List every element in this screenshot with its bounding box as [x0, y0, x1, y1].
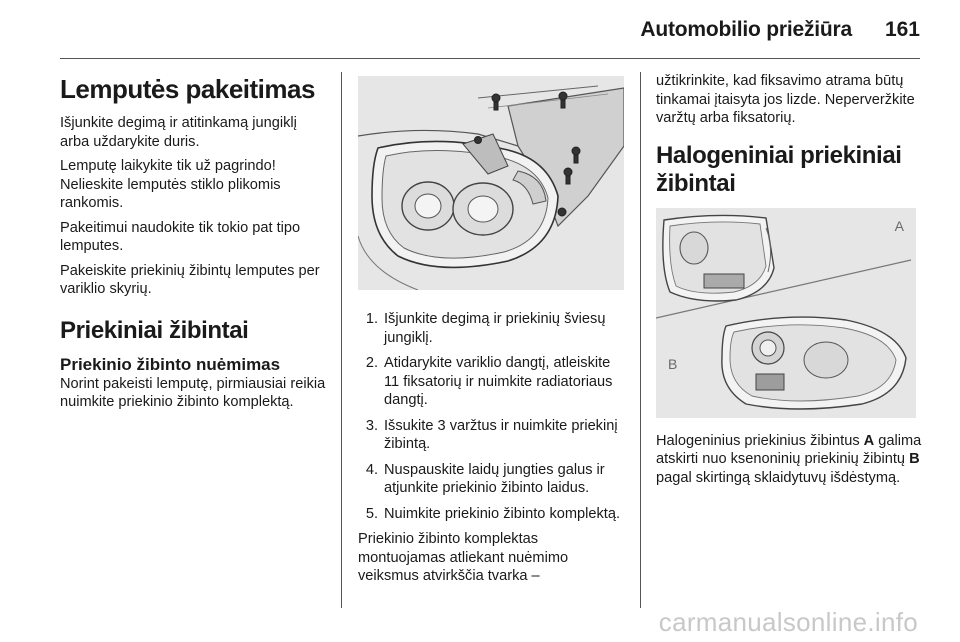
step-text: Išjunkite degimą ir priekinių šviesų jungiklį. — [384, 311, 606, 346]
figure-label-a: A — [894, 217, 904, 234]
step-number: 4. — [365, 461, 378, 478]
step-number: 1. — [365, 311, 378, 327]
middle-column — [358, 72, 626, 592]
figure-label-b: B — [668, 355, 678, 372]
paragraph-removal-intro: Norint pakeisti lemputę, pirmiausiai reikia nuimkite priekinio žibinto komplektą. — [60, 375, 326, 410]
page-number: 161 — [884, 18, 920, 41]
paragraph-hold-bulb: Lemputę laikykite tik už pagrindo! Nelieskite lemputės stiklo plikomis rankomis. — [60, 158, 281, 211]
caption-bold-a: A — [863, 432, 875, 449]
column-divider-right — [640, 72, 641, 608]
caption-text-3: pagal skirtingą sklaidytuvų išdėstymą. — [656, 469, 901, 486]
list-item — [358, 461, 626, 498]
halogen-vs-xenon-illustration — [656, 208, 916, 418]
step-text: Nuspauskite laidų jungties galus ir atjunkite priekinio žibinto laidus. — [384, 461, 605, 496]
step-number: 2. — [365, 355, 378, 371]
list-item — [358, 310, 626, 347]
right-column — [656, 72, 924, 493]
paragraph-caption — [656, 432, 924, 488]
heading-headlights: Priekiniai žibintai — [60, 316, 249, 344]
paragraph-engine-bay: Pakeiskite priekinių žibintų lemputes per variklio skyrių. — [60, 262, 320, 297]
step-text: Išsukite 3 varžtus ir nuimkite priekinį žibintą. — [384, 417, 618, 452]
step-number: 3. — [365, 417, 378, 434]
heading-bulb-replacement: Lemputės pakeitimas — [60, 74, 315, 104]
list-item — [358, 417, 626, 454]
step-text: Atidarykite variklio dangtį, atleiskite 11 fiksatorių ir nuimkite radiatoriaus dangtį. — [384, 355, 613, 408]
paragraph-reinstallation: Priekinio žibinto komplektas montuojamas atliekant nuėmimo veiksmus atvirkščia tvarka – — [358, 531, 569, 584]
headlight-comparison-drawing — [656, 208, 916, 418]
watermark: carmanualsonline.info — [658, 607, 918, 637]
caption-bold-b: B — [909, 451, 920, 467]
column-divider-left — [341, 72, 342, 608]
caption-text-2: galima atskirti nuo ksenoninių priekinių žibintų — [656, 432, 922, 467]
headlight-assembly-drawing — [358, 76, 624, 290]
step-number: 5. — [365, 505, 378, 522]
caption-text-1: Halogeninius priekinius žibintus — [656, 432, 864, 449]
paragraph-continued: užtikrinkite, kad fiksavimo atrama būtų tinkamai įtaisyta jos lizde. Neperveržkite varžtų arba fiksatorių. — [656, 73, 915, 126]
step-text: Nuimkite priekinio žibinto komplektą. — [384, 505, 621, 522]
paragraph-same-type: Pakeitimui naudokite tik tokio pat tipo lemputes. — [60, 219, 301, 254]
section-title: Automobilio priežiūra — [640, 18, 852, 41]
header-rule — [60, 58, 920, 59]
headlight-removal-illustration — [358, 76, 624, 290]
removal-steps-list — [358, 310, 626, 523]
left-column — [60, 72, 328, 418]
list-item — [358, 354, 626, 410]
heading-halogen-headlights: Halogeniniai priekiniai žibintai — [656, 141, 902, 197]
paragraph-ignition: Išjunkite degimą ir atitinkamą jungiklį arba uždarykite duris. — [60, 115, 297, 150]
list-item — [358, 505, 626, 524]
heading-headlight-removal: Priekinio žibinto nuėmimas — [60, 354, 281, 374]
